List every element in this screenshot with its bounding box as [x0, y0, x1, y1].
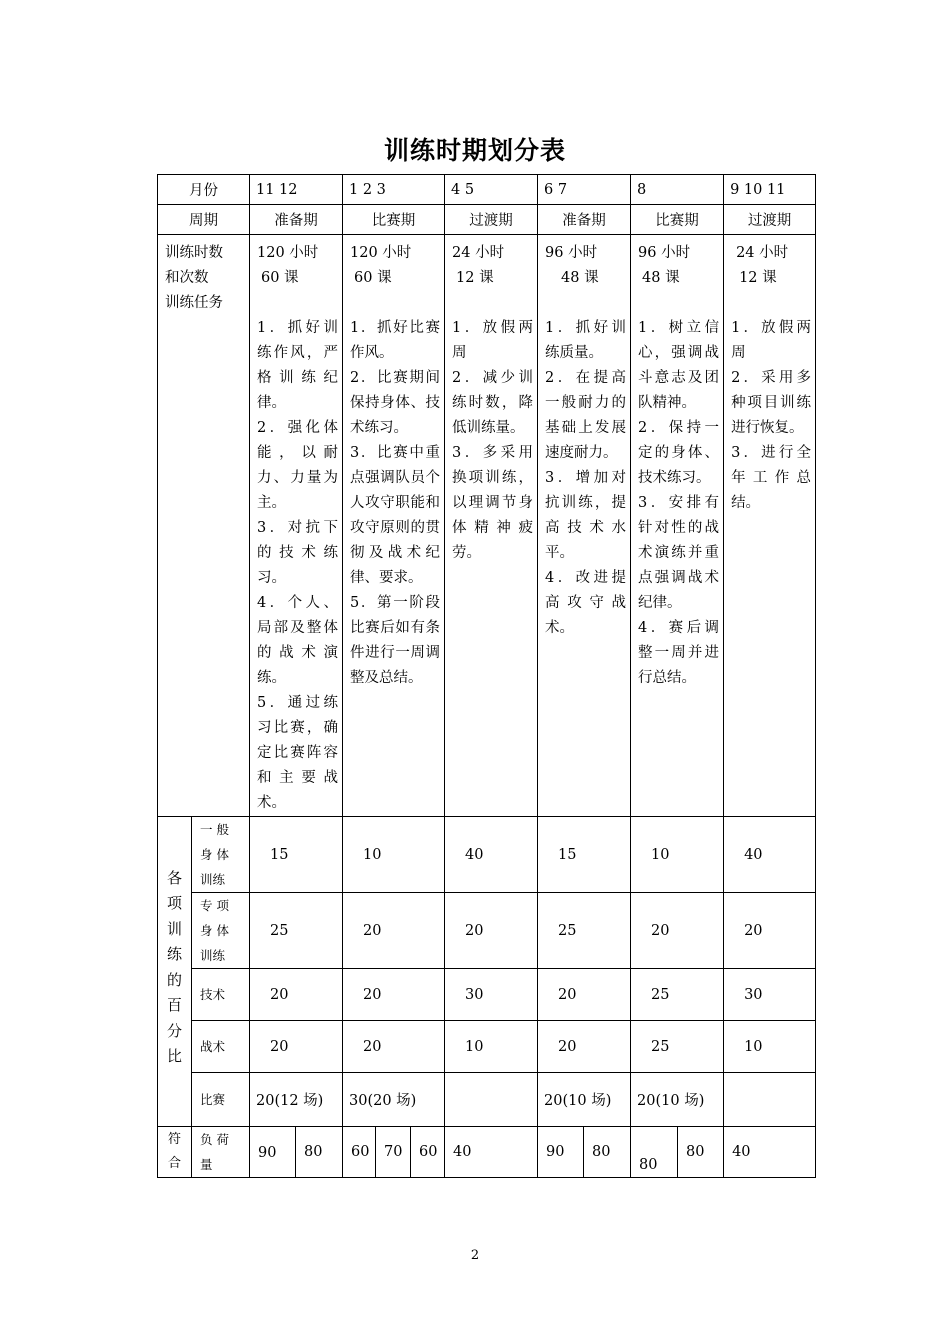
page-number: 2 — [470, 1248, 480, 1263]
load-value: 90 — [538, 1127, 584, 1178]
load-row — [158, 1127, 816, 1178]
period-cell: 比赛期 — [631, 205, 724, 235]
task-item: 4．改进提高攻守战术。 — [545, 570, 627, 636]
task-item: 4．赛后调整一周并进行总结。 — [638, 620, 720, 686]
task-cell — [250, 235, 343, 817]
value-cell: 10 — [445, 1021, 538, 1073]
hours-text: 120 小时 — [350, 245, 412, 261]
label-line: 符 — [167, 1132, 181, 1147]
percent-row — [158, 969, 816, 1021]
task-row-label — [158, 235, 250, 817]
period-cell: 比赛期 — [343, 205, 445, 235]
month-row — [158, 175, 816, 205]
task-list — [257, 316, 338, 816]
task-item: 1．抓好比赛作风。 — [350, 320, 441, 361]
load-value: 60 — [411, 1127, 445, 1178]
value-cell: 10 — [343, 817, 445, 893]
task-list — [452, 316, 533, 566]
label-line: 训练时数 — [165, 245, 223, 261]
task-item: 1．放假两周 — [731, 320, 812, 361]
label-line: 训练 — [200, 948, 226, 963]
load-value: 60 — [343, 1127, 376, 1178]
lessons-text: 12 课 — [456, 270, 494, 286]
load-value: 90 — [250, 1127, 296, 1178]
task-item: 2．采用多种项目训练进行恢复。 — [731, 370, 812, 436]
label-line: 合 — [167, 1156, 181, 1171]
label-char: 练 — [166, 945, 182, 963]
period-row — [158, 205, 816, 235]
task-item: 2．减少训练时数，降低训练量。 — [452, 370, 534, 436]
period-label: 周期 — [158, 205, 250, 235]
label-line: 训练 — [200, 872, 226, 887]
value-cell: 25 — [538, 893, 631, 969]
task-list — [350, 316, 440, 691]
task-item: 5．第一阶段比赛后如有条件进行一周调整及总结。 — [350, 595, 441, 686]
task-item: 3．增加对抗训练，提高技术水平。 — [545, 470, 627, 561]
task-cell — [724, 235, 816, 817]
row-label-tactics: 战术 — [192, 1021, 250, 1073]
month-cell: 8 — [631, 175, 724, 205]
value-cell: 20 — [250, 969, 343, 1021]
percent-row — [158, 817, 816, 893]
percent-row — [158, 1021, 816, 1073]
task-item: 3．对抗下的技术练习。 — [257, 520, 339, 586]
month-cell: 1 2 3 — [343, 175, 445, 205]
label-line: 身 体 — [200, 923, 229, 938]
page-title: 训练时期划分表 — [383, 136, 566, 165]
task-item: 2．比赛期间保持身体、技术练习。 — [350, 370, 441, 436]
value-cell: 20(12 场) — [250, 1073, 343, 1127]
value-cell: 40 — [445, 817, 538, 893]
task-item: 3．比赛中重点强调队员个人攻守职能和攻守原则的贯彻及战术纪律、要求。 — [350, 445, 441, 586]
period-cell: 过渡期 — [445, 205, 538, 235]
month-cell: 11 12 — [250, 175, 343, 205]
task-item: 2．强化体能，以耐力、力量为主。 — [257, 420, 339, 511]
load-value: 70 — [376, 1127, 411, 1178]
task-list — [545, 316, 626, 641]
value-cell: 10 — [631, 817, 724, 893]
value-cell: 20(10 场) — [538, 1073, 631, 1127]
value-cell: 15 — [538, 817, 631, 893]
value-cell: 15 — [250, 817, 343, 893]
task-item: 3．进行全年工作总结。 — [731, 445, 812, 511]
task-item: 1．抓好训练质量。 — [545, 320, 627, 361]
lessons-text: 60 课 — [261, 270, 299, 286]
label-char: 的 — [166, 970, 182, 989]
load-value: 40 — [445, 1127, 538, 1178]
load-value: 80 — [296, 1127, 343, 1178]
task-cell — [343, 235, 445, 817]
value-cell: 10 — [724, 1021, 816, 1073]
task-list — [638, 316, 719, 691]
lessons-text: 60 课 — [354, 270, 392, 286]
task-item: 1．放假两周 — [452, 320, 534, 361]
value-cell: 20 — [538, 969, 631, 1021]
label-char: 比 — [166, 1047, 182, 1065]
hours-text: 96 小时 — [545, 245, 598, 261]
label-line: 负 荷 — [200, 1132, 229, 1147]
label-line: 训练任务 — [165, 295, 223, 311]
row-label-technique: 技术 — [192, 969, 250, 1021]
hours-text: 24 小时 — [452, 245, 505, 261]
lessons-text: 12 课 — [739, 270, 777, 286]
value-cell: 25 — [250, 893, 343, 969]
task-cell — [538, 235, 631, 817]
value-cell — [724, 1073, 816, 1127]
load-value: 80 — [584, 1127, 631, 1178]
label-line: 身 体 — [200, 847, 229, 862]
label-line: 专 项 — [200, 898, 229, 913]
training-period-table — [157, 174, 816, 1178]
value-cell: 20 — [631, 893, 724, 969]
task-cell — [631, 235, 724, 817]
value-cell: 30 — [445, 969, 538, 1021]
value-cell: 40 — [724, 817, 816, 893]
label-char: 项 — [166, 894, 182, 912]
task-item: 1．树立信心，强调战斗意志及团队精神。 — [638, 320, 720, 411]
value-cell: 30(20 场) — [343, 1073, 445, 1127]
month-cell: 4 5 — [445, 175, 538, 205]
month-cell: 6 7 — [538, 175, 631, 205]
month-cell: 9 10 11 — [724, 175, 816, 205]
value-cell: 20 — [538, 1021, 631, 1073]
value-cell: 20 — [343, 969, 445, 1021]
percent-row — [158, 1073, 816, 1127]
task-cell — [445, 235, 538, 817]
hours-text: 120 小时 — [257, 245, 319, 261]
label-char: 各 — [166, 868, 182, 887]
value-cell: 20(10 场) — [631, 1073, 724, 1127]
value-cell: 20 — [343, 893, 445, 969]
load-value: 40 — [724, 1127, 816, 1178]
period-cell: 准备期 — [538, 205, 631, 235]
task-item: 5．通过练习比赛，确定比赛阵容和主要战术。 — [257, 695, 339, 811]
value-cell: 20 — [343, 1021, 445, 1073]
value-cell: 20 — [250, 1021, 343, 1073]
percent-row — [158, 893, 816, 969]
task-list — [731, 316, 811, 516]
value-cell: 30 — [724, 969, 816, 1021]
task-row — [158, 235, 816, 817]
task-item: 3．安排有针对性的战术演练并重点强调战术纪律。 — [638, 495, 720, 611]
task-item: 2．在提高一般耐力的基础上发展速度耐力。 — [545, 370, 627, 461]
value-cell: 20 — [724, 893, 816, 969]
value-cell — [445, 1073, 538, 1127]
hours-text: 24 小时 — [736, 245, 789, 261]
lessons-text: 48 课 — [561, 270, 599, 286]
row-label-special-fitness — [192, 893, 250, 969]
label-char: 百 — [166, 996, 182, 1014]
hours-text: 96 小时 — [638, 245, 691, 261]
load-value: 80 — [678, 1127, 724, 1178]
load-group-label — [158, 1127, 192, 1178]
label-line: 一 般 — [200, 822, 229, 837]
period-cell: 准备期 — [250, 205, 343, 235]
value-cell: 20 — [445, 893, 538, 969]
task-item: 4．个人、局部及整体的战术演练。 — [257, 595, 339, 686]
value-cell: 25 — [631, 969, 724, 1021]
task-item: 1．抓好训练作风，严格训练纪律。 — [257, 320, 339, 411]
task-item: 3．多采用换项训练，以理调节身体精神疲劳。 — [452, 445, 534, 561]
value-cell: 25 — [631, 1021, 724, 1073]
row-label-general-fitness — [192, 817, 250, 893]
percent-group-label — [158, 817, 192, 1127]
label-line: 和次数 — [165, 270, 209, 286]
month-label: 月份 — [158, 175, 250, 205]
load-value: 80 — [631, 1127, 678, 1178]
row-label-matches: 比赛 — [192, 1073, 250, 1127]
period-cell: 过渡期 — [724, 205, 816, 235]
label-char: 训 — [166, 919, 182, 938]
row-label-load — [192, 1127, 250, 1178]
label-char: 分 — [166, 1021, 182, 1040]
label-line: 量 — [200, 1157, 213, 1172]
lessons-text: 48 课 — [642, 270, 680, 286]
task-item: 2．保持一定的身体、技术练习。 — [638, 420, 720, 486]
